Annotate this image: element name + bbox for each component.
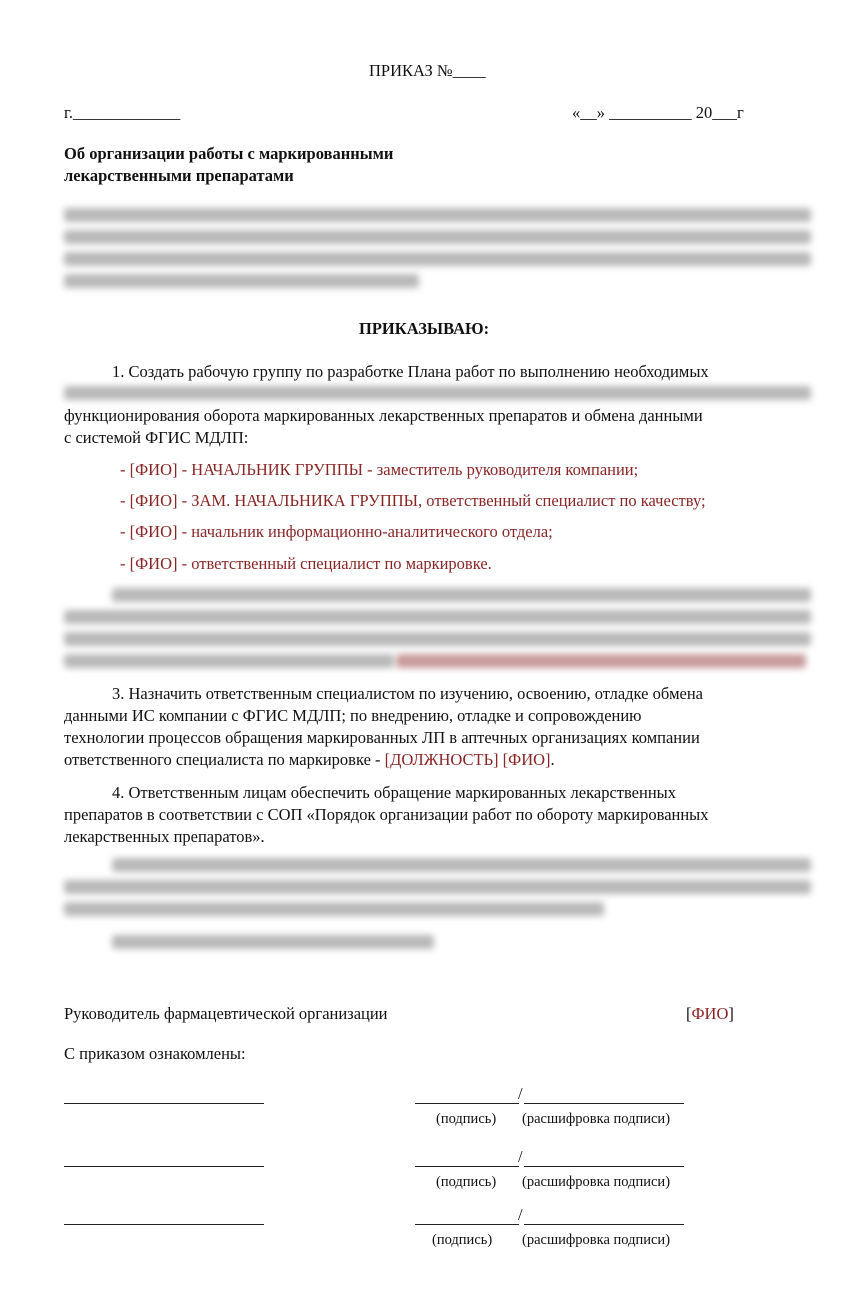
head-name-placeholder: ФИО [691,1004,729,1023]
decode-line [524,1103,684,1104]
item4-line-1: 4. Ответственным лицам обеспечить обращение маркированных лекарственных [112,783,676,802]
date-field: «__» __________ 20___г [572,103,744,122]
item1-line-4: с системой ФГИС МДЛП: [64,428,249,447]
slash: / [518,1205,523,1224]
name-line [64,1103,264,1104]
order-title: ПРИКАЗ №____ [369,61,486,80]
decode-line [524,1166,684,1167]
name-placeholder: [ФИО] [502,750,551,769]
acquainted-label: С приказом ознакомлены: [64,1044,246,1063]
group-member: - [ФИО] - НАЧАЛЬНИК ГРУППЫ - заместитель руководителя компании; [120,460,639,479]
name-line [64,1224,264,1225]
city-field: г._____________ [64,103,181,122]
item3-line-2: данными ИС компании с ФГИС МДЛП; по внедрению, отладке и сопровождению [64,706,642,725]
head-name: [ФИО] [686,1004,734,1023]
decode-line [524,1224,684,1225]
sign-caption: (подпись) [432,1232,493,1248]
signature-line [415,1224,519,1225]
item3-line-4 [64,749,555,771]
item1-line-1: 1. Создать рабочую группу по разработке Плана работ по выполнению необходимых [112,362,709,381]
item4-line-2: препаратов в соответствии с СОП «Порядок организации работ по обороту маркированных [64,805,709,824]
slash: / [518,1084,523,1103]
item3-line-3: технологии процессов обращения маркированных ЛП в аптечных организациях компании [64,728,700,747]
slash: / [518,1147,523,1166]
item3-line-4-end: . [550,750,555,769]
name-line [64,1166,264,1167]
signature-line [415,1166,519,1167]
item1-line-3: функционирования оборота маркированных лекарственных препаратов и обмена данными [64,406,703,425]
item3-line-1: 3. Назначить ответственным специалистом по изучению, освоению, отладке обмена [112,684,703,703]
subject-line-1: Об организации работы с маркированными [64,144,394,163]
item3-line-4-text: ответственного специалиста по маркировке - [64,750,385,769]
decode-caption: (расшифровка подписи) [522,1174,671,1190]
head-label: Руководитель фармацевтической организации [64,1004,388,1023]
decode-caption: (расшифровка подписи) [522,1232,671,1248]
subject-line-2: лекарственными препаратами [64,166,294,185]
group-member: - [ФИО] - ЗАМ. НАЧАЛЬНИКА ГРУППЫ, ответственный специалист по качеству; [120,491,706,510]
sign-caption: (подпись) [436,1174,497,1190]
group-member: - [ФИО] - начальник информационно-аналитического отдела; [120,522,553,541]
position-placeholder: [ДОЛЖНОСТЬ] [384,750,499,769]
blurred-line [64,386,811,400]
item4-line-3: лекарственных препаратов». [64,827,265,846]
sign-caption: (подпись) [436,1111,497,1127]
decode-caption: (расшифровка подписи) [522,1111,671,1127]
signature-line [415,1103,519,1104]
group-member: - [ФИО] - ответственный специалист по маркировке. [120,554,492,573]
order-word: ПРИКАЗЫВАЮ: [359,319,490,338]
